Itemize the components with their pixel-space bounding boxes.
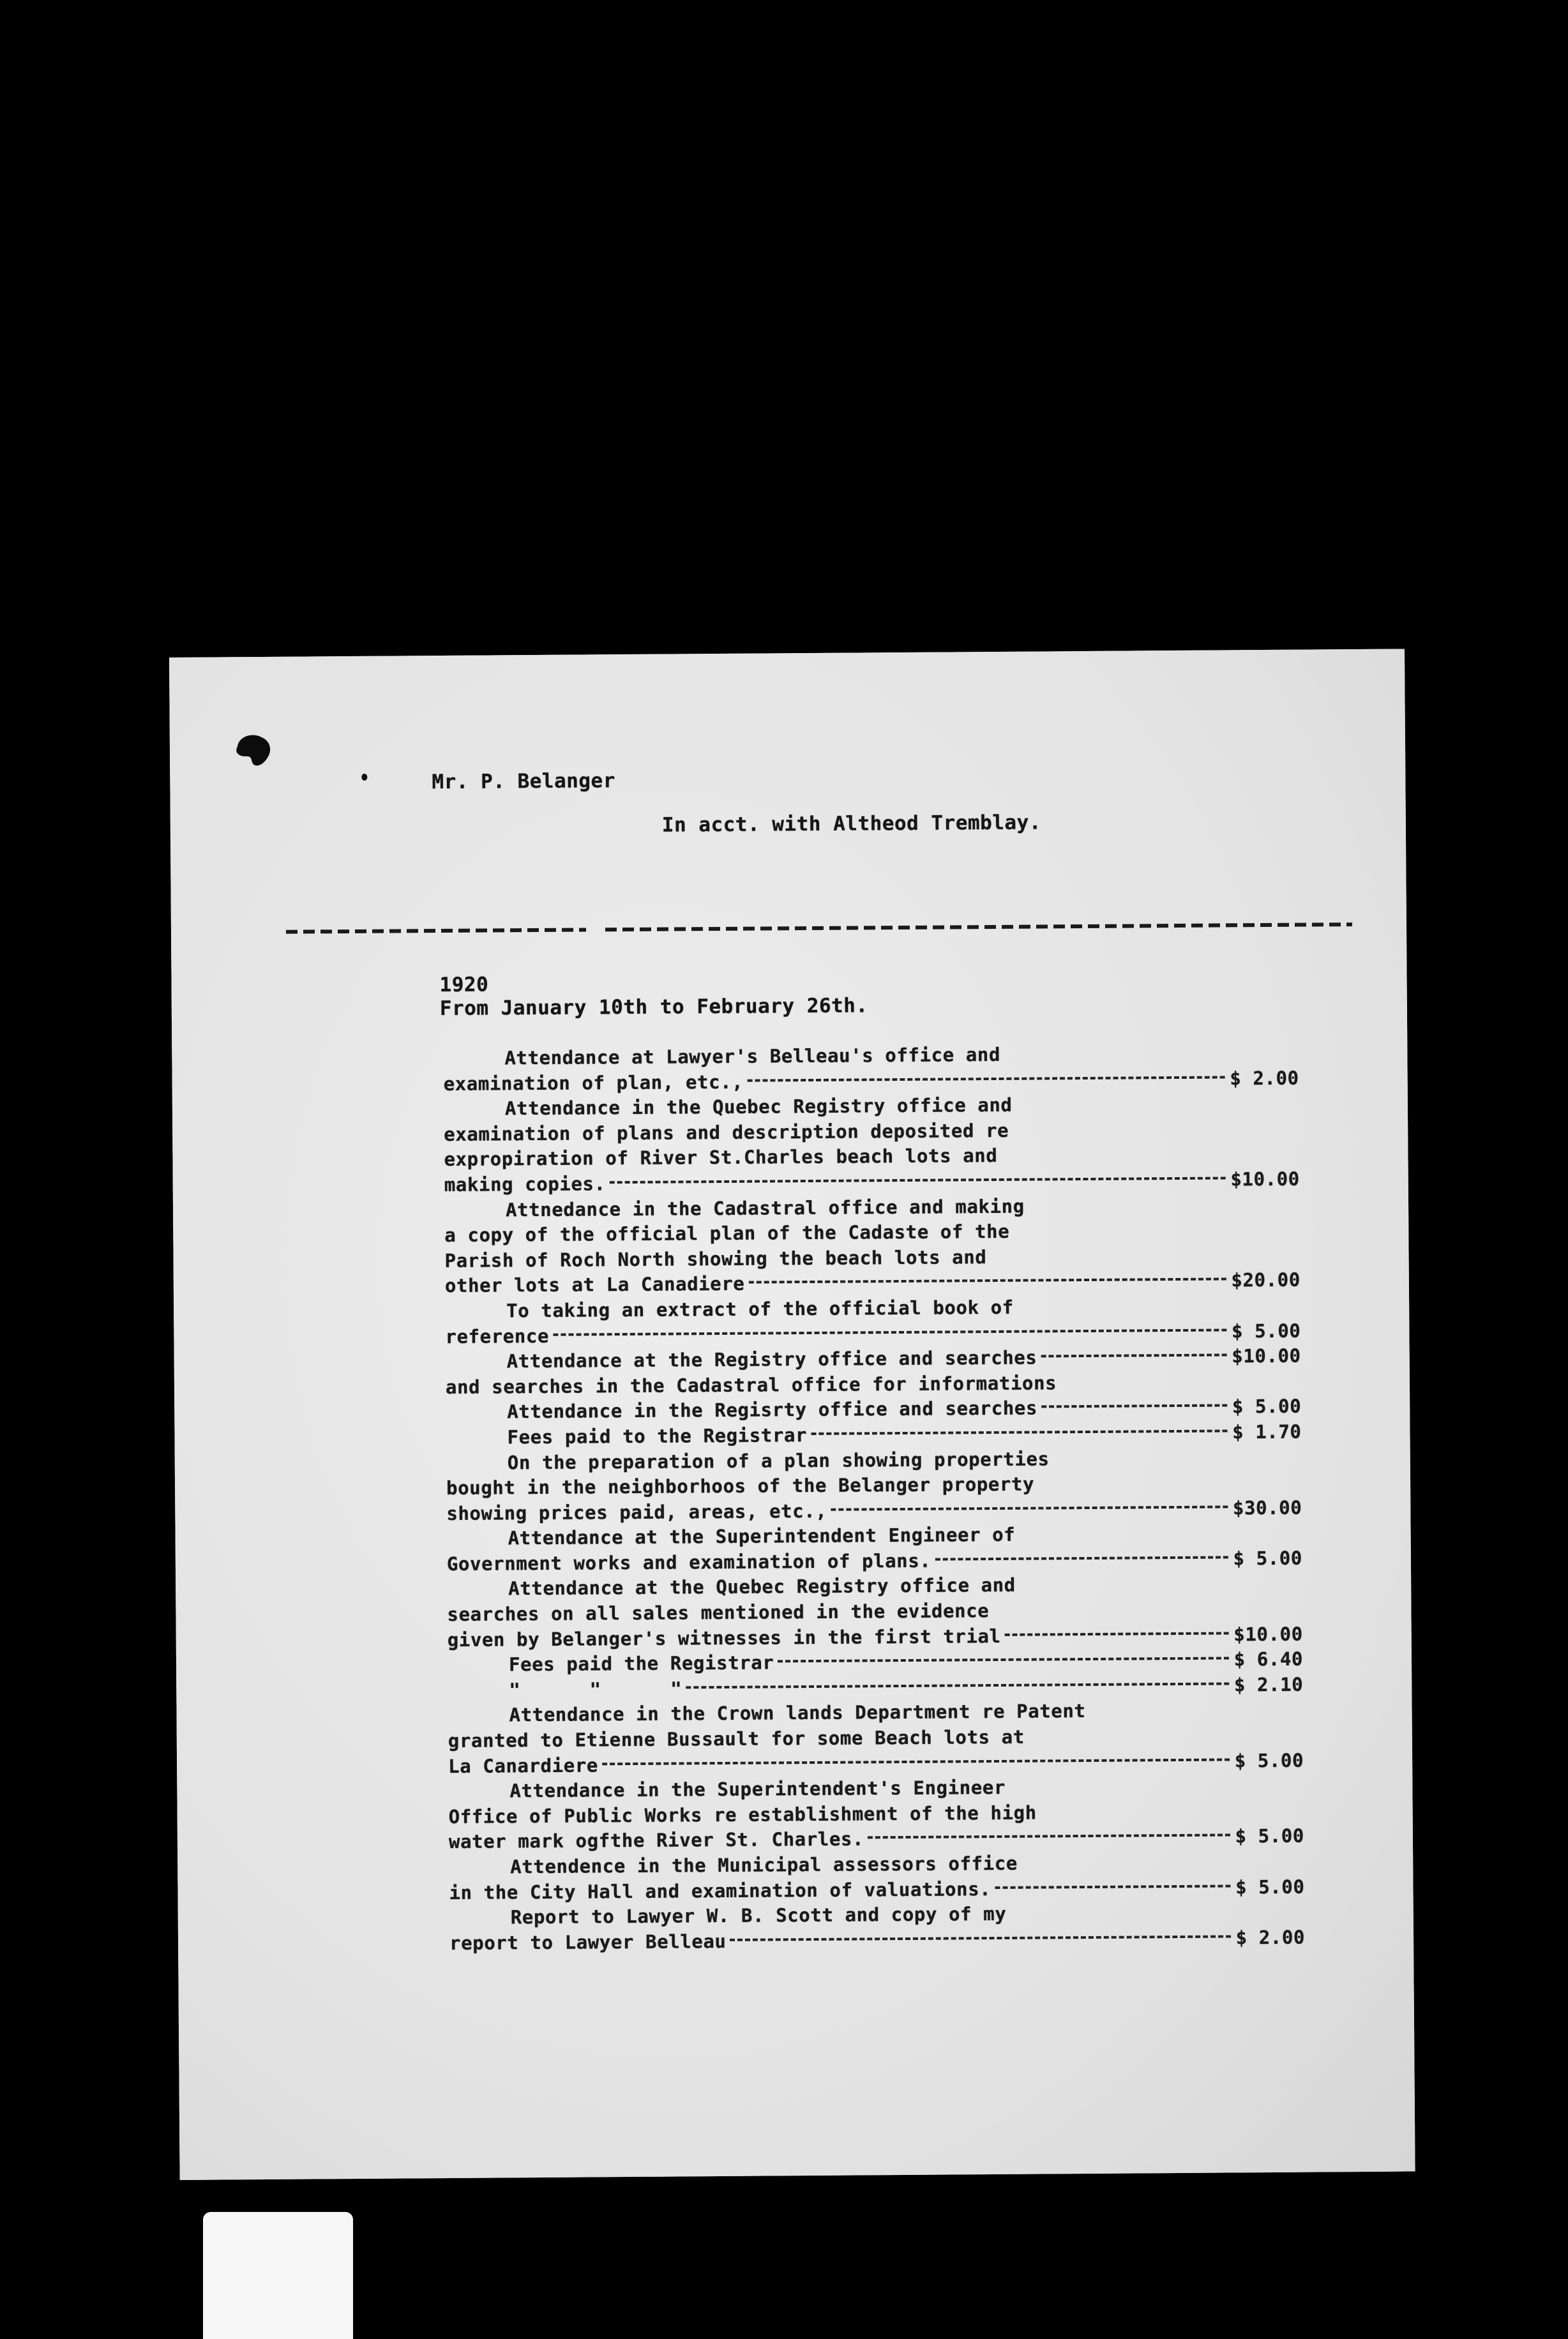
- ink-dot: [361, 774, 367, 781]
- dash-leader: [1041, 1404, 1227, 1408]
- entry-amount: $ 1.70: [1232, 1420, 1302, 1443]
- entry-text: Office of Public Works re establishment of the high: [448, 1801, 1037, 1828]
- entry-text: On the preparation of a plan showing properties: [507, 1447, 1050, 1473]
- entry-amount: $30.00: [1232, 1496, 1302, 1519]
- entry-text: given by Belanger's witnesses in the first trial: [447, 1625, 1001, 1651]
- entry-text: Attendance at the Superintendent Engineer of: [508, 1524, 1016, 1549]
- account-line: In acct. with Altheod Tremblay.: [661, 811, 1042, 837]
- entry-amount: $ 5.00: [1233, 1547, 1303, 1570]
- dash-leader: [686, 1682, 1229, 1688]
- punch-hole-mark: [234, 732, 275, 769]
- entry-text: Fees paid to the Registrar: [507, 1424, 808, 1448]
- entry-text: Attendance in the Superintendent's Engineer: [509, 1777, 1006, 1802]
- statement-year: 1920: [439, 973, 489, 997]
- entry-amount: $ 6.40: [1233, 1648, 1304, 1671]
- dash-leader: [778, 1657, 1228, 1663]
- entry-amount: $ 5.00: [1235, 1825, 1305, 1847]
- entry-amount: $ 5.00: [1234, 1749, 1304, 1772]
- white-label-tab: [203, 2212, 353, 2339]
- entry-text: other lots at La Canadiere: [444, 1273, 745, 1297]
- entry-text: expropiration of River St.Charles beach lots and: [444, 1145, 998, 1171]
- addressee: Mr. P. Belanger: [432, 769, 615, 794]
- dash-leader: [730, 1935, 1230, 1941]
- dash-leader: [748, 1278, 1226, 1284]
- entry-text: Attendance in the Regisrty office and searches: [507, 1397, 1038, 1423]
- entry-text: Attendance at Lawyer's Belleau's office and: [504, 1043, 1001, 1069]
- entry-text: Attendance in the Quebec Registry office and: [504, 1094, 1013, 1120]
- entry-text: examination of plan, etc.,: [443, 1071, 744, 1095]
- dash-leader: [811, 1429, 1227, 1435]
- entry-text: Government works and examination of plans.: [446, 1549, 931, 1575]
- entry-amount: $ 2.00: [1235, 1926, 1306, 1949]
- entry-text: Parish of Roch North showing the beach lots and: [444, 1245, 987, 1272]
- entry-amount: $ 2.10: [1233, 1673, 1304, 1696]
- entry-text: reference: [445, 1325, 550, 1348]
- entry-amount: $ 5.00: [1235, 1876, 1305, 1898]
- dash-leader: [935, 1556, 1228, 1560]
- entry-text: a copy of the official plan of the Cadaste of the: [444, 1220, 1010, 1247]
- entry-text: showing prices paid, areas, etc.,: [446, 1500, 827, 1524]
- entry-text: Attendance at the Quebec Registry office and: [508, 1574, 1016, 1600]
- entry-text: Fees paid the Registrar: [508, 1651, 774, 1676]
- entry-text: examination of plans and description deposited re: [444, 1119, 1009, 1145]
- dash-leader: [747, 1076, 1225, 1081]
- entry-text: water mark ogfthe River St. Charles.: [448, 1828, 864, 1853]
- dash-leader: [995, 1884, 1230, 1889]
- entry-amount: $10.00: [1230, 1168, 1300, 1191]
- dash-leader: [610, 1177, 1226, 1184]
- entry-text: To taking an extract of the official book of: [506, 1296, 1014, 1322]
- entry-text: Attendence in the Municipal assessors office: [510, 1852, 1018, 1878]
- entry-amount: $ 5.00: [1231, 1320, 1301, 1342]
- dash-leader: [868, 1834, 1230, 1839]
- entry-text: " " ": [509, 1678, 682, 1701]
- dash-leader: [602, 1758, 1230, 1765]
- entry-text: Report to Lawyer W. B. Scott and copy of my: [510, 1903, 1007, 1929]
- entry-text: Attnedance in the Cadastral office and making: [505, 1195, 1025, 1221]
- entry-text: Attendance at the Registry office and searches: [506, 1346, 1037, 1373]
- entry-amount: $10.00: [1232, 1344, 1301, 1367]
- dash-leader: [1041, 1354, 1226, 1358]
- entry-text: searches on all sales mentioned in the evidence: [447, 1600, 990, 1626]
- statement-period: From January 10th to February 26th.: [439, 994, 868, 1021]
- entry-amount: $ 5.00: [1232, 1395, 1302, 1418]
- entry-amount: $ 2.00: [1230, 1067, 1299, 1090]
- entry-text: report to Lawyer Belleau: [449, 1930, 727, 1954]
- dash-leader: [831, 1505, 1228, 1510]
- document-page: [169, 649, 1415, 2179]
- dash-leader: [1005, 1632, 1229, 1636]
- entry-text: La Canardiere: [448, 1754, 599, 1777]
- dash-leader: [553, 1328, 1226, 1335]
- entry-text: bought in the neighborhoos of the Belanger property: [446, 1473, 1035, 1500]
- entry-text: making copies.: [444, 1173, 606, 1196]
- entry-text: Attendance in the Crown lands Department re Patent: [509, 1700, 1086, 1726]
- entry-text: and searches in the Cadastral office for informations: [445, 1372, 1057, 1398]
- entry-text: in the City Hall and examination of valuations.: [449, 1877, 991, 1904]
- entry-amount: $20.00: [1231, 1268, 1300, 1291]
- entry-amount: $10.00: [1233, 1623, 1303, 1646]
- entry-text: granted to Etienne Bussault for some Beach lots at: [448, 1726, 1025, 1752]
- account-entries: [443, 1042, 1305, 1958]
